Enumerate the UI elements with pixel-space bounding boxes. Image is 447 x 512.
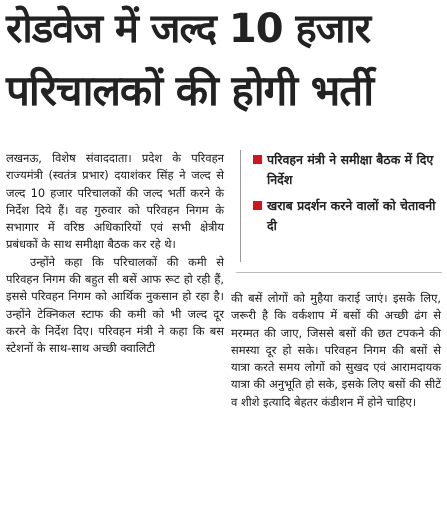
red-square-bullet-icon — [253, 201, 262, 210]
highlight-item — [241, 150, 443, 190]
highlight-item — [241, 196, 443, 236]
headline-line-1: रोडवेज में जल्द 10 हजार — [6, 6, 371, 52]
article-right-column — [231, 290, 441, 411]
divider — [236, 272, 442, 273]
article-paragraph-1: लखनऊ, विशेष संवाददाता। प्रदेश के परिवहन राज्यमंत्री (स्वतंत्र प्रभार) दयाशंकर सिंह ने जल्द से जल्द 10 हजार परिचालकों की जल्द भर्ती करने के निर्देश दिये हैं। वह गुरुवार को परिवहन निगम के सभागार में वरिष्ठ अधिकारियों एवं सभी क्षेत्रीय प्रबंधकों के साथ समीक्षा बैठक कर रहे थे। — [6, 151, 224, 252]
highlight-text: परिवहन मंत्री ने समीक्षा बैठक में दिए निर्देश — [267, 152, 434, 187]
highlight-text: खराब प्रदर्शन करने वालों को चेतावनी दी — [267, 198, 436, 233]
article-left-column — [6, 150, 224, 358]
article-paragraph-2: उन्होंने कहा कि परिचालकों की कमी से परिवहन निगम की बहुत सी बसें आफ रूट हो रही हैं, इससे परिवहन निगम को आर्थिक नुकसान हो रहा है। उन्होंने टेक्निकल स्टाफ की कमी को भी जल्द दूर करने के निर्देश दिए। परिवहन मंत्री ने कहा कि बस स्टेशनों के साथ-साथ अच्छी क्वालिटी — [6, 254, 224, 356]
highlights-box — [240, 150, 443, 262]
red-square-bullet-icon — [253, 155, 262, 164]
article-paragraph-3: की बसें लोगों को मुहैया कराई जाएं। इसके लिए, जरूरी है कि वर्कशाप में बसों की अच्छी ढंग से मरम्मत की जाए, जिससे बसों की छत टपकने की समस्या दूर हो सके। परिवहन निगम की बसों से यात्रा करते समय लोगों को सुखद एवं आरामदायक यात्रा की अनुभूति हो सके, इसके लिए बसों की सीटें व शीशे इत्यादि बेहतर कंडीशन में होने चाहिए। — [231, 291, 441, 409]
headline-line-2: परिचालकों की होगी भर्ती — [6, 66, 374, 115]
